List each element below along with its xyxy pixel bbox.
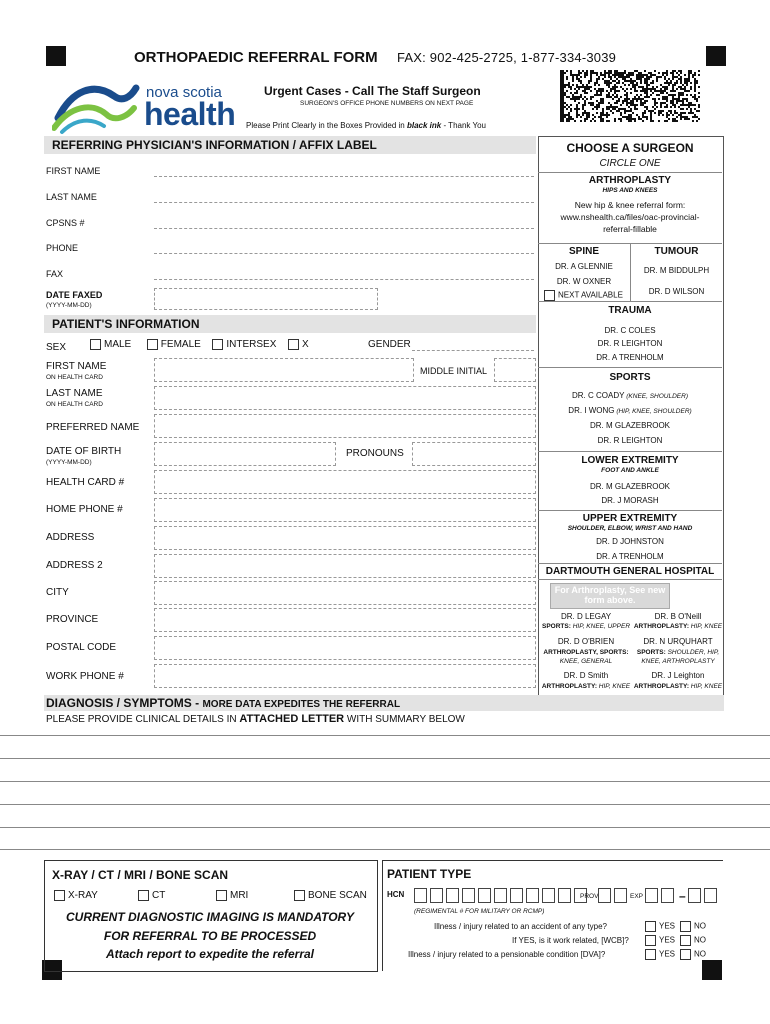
pronouns-label: PRONOUNS <box>346 448 404 459</box>
home-phone-field[interactable] <box>154 498 536 522</box>
dob-field[interactable] <box>154 442 336 466</box>
tumour-heading: TUMOUR <box>654 246 699 257</box>
logo-text-nova-scotia: nova scotia <box>146 84 222 101</box>
patient-first-name-label: FIRST NAME <box>46 361 107 372</box>
arthroplasty-sub: HIPS AND KNEES <box>602 187 658 194</box>
dgh-doc-2-note: ARTHROPLASTY: HIP, KNEE <box>633 623 723 630</box>
xray-checkbox[interactable] <box>54 890 65 901</box>
patient-section-heading: PATIENT'S INFORMATION <box>52 317 200 331</box>
sports-doc-1[interactable]: DR. C COADY (KNEE, SHOULDER) <box>571 391 689 400</box>
preferred-name-label: PREFERRED NAME <box>46 422 140 433</box>
patient-last-name-field[interactable] <box>154 386 536 410</box>
physician-phone-field[interactable] <box>154 253 534 254</box>
registration-mark-top-left <box>46 46 66 66</box>
print-instructions: Please Print Clearly in the Boxes Provided in black ink - Thank You <box>246 121 486 130</box>
upper-extremity-sub: SHOULDER, ELBOW, WRIST AND HAND <box>567 525 693 532</box>
gender-field[interactable] <box>412 350 534 351</box>
imaging-attach: Attach report to expedite the referral <box>105 947 315 961</box>
divider <box>538 172 722 173</box>
divider <box>538 563 722 564</box>
cpsns-field[interactable] <box>154 228 534 229</box>
female-label: FEMALE <box>160 339 201 351</box>
arthroplasty-heading: ARTHROPLASTY <box>588 175 672 186</box>
dob-label: DATE OF BIRTH <box>46 446 122 457</box>
surgeon-heading: CHOOSE A SURGEON <box>566 141 694 155</box>
urgent-cases-note: Urgent Cases - Call The Staff Surgeon <box>264 84 481 98</box>
divider <box>538 301 722 302</box>
accident-yes-checkbox[interactable] <box>645 921 656 932</box>
prov-label: PROV <box>580 893 599 900</box>
diagnosis-line-1[interactable] <box>0 735 770 736</box>
sex-label: SEX <box>46 342 67 353</box>
divider <box>538 579 722 580</box>
divider <box>538 367 722 368</box>
physician-section-heading: REFERRING PHYSICIAN'S INFORMATION / AFFIX LABEL <box>52 138 377 152</box>
next-available-label: NEXT AVAILABLE <box>558 290 623 300</box>
preferred-name-field[interactable] <box>154 414 536 438</box>
cpsns-label: CPSNS # <box>46 218 85 228</box>
middle-initial-field[interactable] <box>494 358 536 382</box>
city-label: CITY <box>46 587 69 598</box>
tumour-doc-1[interactable]: DR. M BIDDULPH <box>643 266 710 275</box>
male-label: MALE <box>104 339 132 351</box>
male-checkbox[interactable] <box>90 339 101 350</box>
diagnosis-heading: DIAGNOSIS / SYMPTOMS - MORE DATA EXPEDITES THE REFERRAL <box>46 696 401 710</box>
dgh-doc-6[interactable]: DR. J Leighton <box>651 671 705 680</box>
barcode <box>560 70 700 122</box>
dva-no: NO <box>680 949 706 960</box>
trauma-doc-1[interactable]: DR. C COLES <box>604 326 656 335</box>
dartmouth-heading: DARTMOUTH GENERAL HOSPITAL <box>545 566 715 577</box>
accident-yes: YES <box>645 921 675 932</box>
dva-yes: YES <box>645 949 675 960</box>
fax-numbers: FAX: 902-425-2725, 1-877-334-3039 <box>397 50 617 65</box>
physician-last-name-field[interactable] <box>154 202 534 203</box>
accident-no: NO <box>680 921 706 932</box>
dgh-doc-4-note: SPORTS: SHOULDER, HIP, KNEE, ARTHROPLASTY <box>636 649 720 665</box>
physician-fax-field[interactable] <box>154 279 534 280</box>
imaging-heading: X-RAY / CT / MRI / BONE SCAN <box>52 868 229 882</box>
address-field[interactable] <box>154 526 536 550</box>
dgh-doc-3[interactable]: DR. D O'BRIEN <box>557 637 615 646</box>
postal-code-field[interactable] <box>154 636 536 660</box>
accident-no-checkbox[interactable] <box>680 921 691 932</box>
patient-type-heading: PATIENT TYPE <box>387 867 472 881</box>
diagnosis-instructions: PLEASE PROVIDE CLINICAL DETAILS IN ATTACHED LETTER WITH SUMMARY BELOW <box>46 713 465 725</box>
mri-checkbox[interactable] <box>216 890 227 901</box>
hcn-label: HCN <box>387 890 405 899</box>
pronouns-field[interactable] <box>412 442 536 466</box>
date-faxed-label: DATE FAXED <box>46 290 103 300</box>
wcb-no: NO <box>680 935 706 946</box>
dgh-doc-3-note: ARTHROPLASTY, SPORTS: KNEE, GENERAL <box>543 649 629 665</box>
dgh-doc-6-note: ARTHROPLASTY: HIP, KNEE <box>633 683 723 690</box>
upper-doc-2[interactable]: DR. A TRENHOLM <box>596 552 664 561</box>
divider <box>538 510 722 511</box>
date-faxed-format: (YYYY-MM-DD) <box>46 302 92 309</box>
ct-checkbox[interactable] <box>138 890 149 901</box>
next-available-option <box>544 290 623 301</box>
physician-fax-label: FAX <box>46 269 64 279</box>
dob-format: (YYYY-MM-DD) <box>46 459 92 466</box>
next-available-checkbox[interactable] <box>544 290 555 301</box>
physician-first-name-label: FIRST NAME <box>46 166 101 176</box>
imaging-xray-option: X-RAY <box>54 890 98 901</box>
lower-extremity-heading: LOWER EXTREMITY <box>581 455 679 466</box>
imaging-ct-option: CT <box>138 890 165 901</box>
arthroplasty-note: New hip & knee referral form: www.nshealth.ca/files/oac-provincial-referral-fillable <box>560 200 700 234</box>
registration-mark-top-right <box>706 46 726 66</box>
dgh-doc-5-note: ARTHROPLASTY: HIP, KNEE <box>541 683 631 690</box>
diagnosis-line-4[interactable] <box>0 804 770 805</box>
wcb-yes-checkbox[interactable] <box>645 935 656 946</box>
form-title: ORTHOPAEDIC REFERRAL FORM <box>134 49 378 66</box>
upper-doc-1[interactable]: DR. D JOHNSTON <box>596 537 664 546</box>
circle-one: CIRCLE ONE <box>599 158 661 169</box>
address2-label: ADDRESS 2 <box>46 560 103 571</box>
diagnosis-line-2[interactable] <box>0 758 770 759</box>
last-name-on-card: ON HEALTH CARD <box>46 401 103 408</box>
sports-doc-4[interactable]: DR. R LEIGHTON <box>597 436 663 445</box>
province-field[interactable] <box>154 608 536 632</box>
dgh-doc-1-note: SPORTS: HIP, KNEE, UPPER <box>541 623 631 630</box>
urgent-subnote: SURGEON'S OFFICE PHONE NUMBERS ON NEXT PAGE <box>300 100 474 107</box>
patient-first-name-field[interactable] <box>154 358 414 382</box>
imaging-bonescan-option: BONE SCAN <box>294 890 367 901</box>
sports-doc-3[interactable]: DR. M GLAZEBROOK <box>589 421 670 430</box>
first-name-on-card: ON HEALTH CARD <box>46 374 103 381</box>
diagnosis-line-5[interactable] <box>0 827 770 828</box>
hcn-boxes[interactable] <box>414 887 590 905</box>
imaging-mri-option: MRI <box>216 890 248 901</box>
imaging-mandatory: CURRENT DIAGNOSTIC IMAGING IS MANDATORY <box>65 910 354 924</box>
prov-boxes[interactable] <box>598 887 630 905</box>
logo-text-health: health <box>144 96 236 132</box>
middle-initial-label: MIDDLE INITIAL <box>420 366 488 376</box>
female-checkbox[interactable] <box>147 339 158 350</box>
health-card-label: HEALTH CARD # <box>46 477 125 488</box>
city-field[interactable] <box>154 581 536 605</box>
work-phone-label: WORK PHONE # <box>46 671 124 682</box>
diagnosis-line-3[interactable] <box>0 781 770 782</box>
dgh-doc-1[interactable]: DR. D LEGAY <box>560 612 612 621</box>
exp-boxes[interactable]: – <box>645 887 720 905</box>
dva-no-checkbox[interactable] <box>680 949 691 960</box>
dgh-doc-2[interactable]: DR. B O'Neill <box>654 612 702 621</box>
wcb-no-checkbox[interactable] <box>680 935 691 946</box>
trauma-doc-3[interactable]: DR. A TRENHOLM <box>596 353 664 362</box>
sex-options <box>90 339 309 350</box>
health-card-field[interactable] <box>154 470 536 494</box>
dgh-doc-4[interactable]: DR. N URQUHART <box>643 637 713 646</box>
trauma-doc-2[interactable]: DR. R LEIGHTON <box>597 339 663 348</box>
dgh-doc-5[interactable]: DR. D Smith <box>563 671 609 680</box>
upper-extremity-heading: UPPER EXTREMITY <box>582 513 678 524</box>
lower-doc-2[interactable]: DR. J MORASH <box>601 496 659 505</box>
patient-last-name-label: LAST NAME <box>46 388 103 399</box>
physician-first-name-field[interactable] <box>154 176 534 177</box>
exp-label: EXP <box>630 893 644 900</box>
dva-yes-checkbox[interactable] <box>645 949 656 960</box>
postal-code-label: POSTAL CODE <box>46 642 117 653</box>
physician-phone-label: PHONE <box>46 243 79 253</box>
intersex-label: INTERSEX <box>226 339 277 351</box>
sports-doc-2[interactable]: DR. I WONG (HIP, KNEE, SHOULDER) <box>568 406 692 415</box>
lower-doc-1[interactable]: DR. M GLAZEBROOK <box>589 482 670 491</box>
home-phone-label: HOME PHONE # <box>46 504 123 515</box>
arthroplasty-new-form-note: For Arthroplasty, See new form above. <box>550 583 670 609</box>
diagnosis-line-6[interactable] <box>0 849 770 850</box>
physician-last-name-label: LAST NAME <box>46 192 97 202</box>
trauma-heading: TRAUMA <box>608 305 652 316</box>
spine-doc-2[interactable]: DR. W OXNER <box>556 277 612 286</box>
divider <box>538 451 722 452</box>
wcb-question: If YES, is it work related, [WCB]? <box>512 936 629 945</box>
regimental-note: (REGIMENTAL # FOR MILITARY OR RCMP) <box>414 908 545 915</box>
bone-scan-checkbox[interactable] <box>294 890 305 901</box>
gender-label: GENDER <box>368 339 411 350</box>
work-phone-field[interactable] <box>154 664 536 688</box>
intersex-checkbox[interactable] <box>212 339 223 350</box>
lower-extremity-sub: FOOT AND ANKLE <box>601 467 659 474</box>
sports-heading: SPORTS <box>609 372 651 383</box>
address2-field[interactable] <box>154 554 536 578</box>
accident-question: Illness / injury related to an accident of any type? <box>434 922 607 931</box>
address-label: ADDRESS <box>46 532 95 543</box>
x-label: X <box>301 339 309 351</box>
spine-heading: SPINE <box>568 246 599 257</box>
spine-doc-1[interactable]: DR. A GLENNIE <box>555 262 613 271</box>
dva-question: Illness / injury related to a pensionable condition [DVA]? <box>408 950 606 959</box>
x-checkbox[interactable] <box>288 339 299 350</box>
province-label: PROVINCE <box>46 614 99 625</box>
wcb-yes: YES <box>645 935 675 946</box>
date-faxed-field[interactable] <box>154 288 378 310</box>
tumour-doc-2[interactable]: DR. D WILSON <box>648 287 705 296</box>
imaging-for-referral: FOR REFERRAL TO BE PROCESSED <box>103 929 317 943</box>
